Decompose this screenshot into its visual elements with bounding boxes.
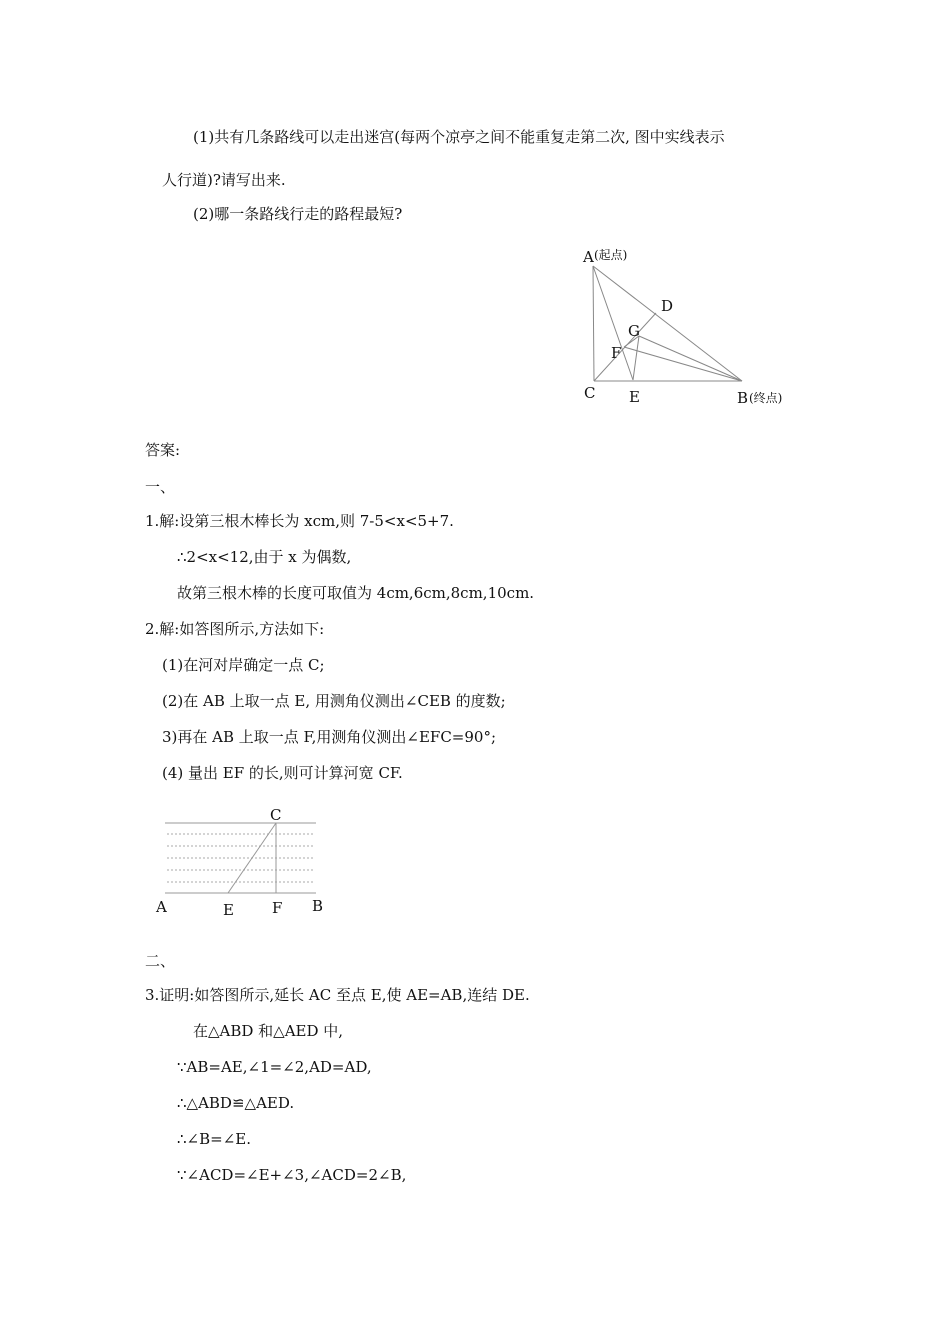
segment-CD bbox=[594, 313, 656, 381]
answer-2-line-5: (4) 量出 EF 的长,则可计算河宽 CF. bbox=[162, 764, 403, 782]
point-D-label: D bbox=[661, 297, 674, 315]
answer-2-line-3: (2)在 AB 上取一点 E, 用测角仪测出∠CEB 的度数; bbox=[162, 692, 506, 710]
point-B-label: B bbox=[737, 389, 749, 407]
point-F-label: F bbox=[611, 344, 622, 362]
segment-AC bbox=[593, 266, 594, 381]
point-G-label: G bbox=[628, 322, 640, 340]
section-1-heading: 一、 bbox=[145, 478, 176, 496]
answer-2-line-1: 2.解:如答图所示,方法如下: bbox=[145, 620, 325, 638]
question-1-line-2: 人行道)?请写出来. bbox=[162, 171, 286, 189]
river-point-A-label: A bbox=[156, 898, 167, 916]
answer-3-line-1: 3.证明:如答图所示,延长 AC 至点 E,使 AE=AB,连结 DE. bbox=[145, 986, 530, 1004]
point-E-label: E bbox=[629, 388, 640, 406]
point-C-label: C bbox=[584, 384, 596, 402]
segment-GE bbox=[633, 336, 639, 380]
answer-1-line-2: ∴2<x<12,由于 x 为偶数, bbox=[177, 548, 352, 566]
section-2-heading: 二、 bbox=[145, 952, 176, 970]
answer-3-line-6: ∵∠ACD=∠E+∠3,∠ACD=2∠B, bbox=[177, 1166, 407, 1184]
answers-heading: 答案: bbox=[145, 441, 181, 459]
start-note: (起点) bbox=[594, 248, 628, 262]
question-2: (2)哪一条路线行走的路程最短? bbox=[193, 205, 403, 223]
answer-3-line-2: 在△ABD 和△AED 中, bbox=[193, 1022, 344, 1040]
point-A-label: A bbox=[583, 248, 594, 266]
answer-1-line-1: 1.解:设第三根木棒长为 xcm,则 7-5<x<5+7. bbox=[145, 512, 454, 530]
end-note: (终点) bbox=[749, 391, 783, 405]
segment-GB bbox=[639, 336, 742, 381]
segment-CE bbox=[228, 823, 276, 893]
river-point-F-label: F bbox=[272, 899, 283, 917]
question-1-line-1: (1)共有几条路线可以走出迷宫(每两个凉亭之间不能重复走第二次, 图中实线表示 bbox=[193, 128, 725, 146]
river-point-C-label: C bbox=[270, 806, 282, 824]
answer-3-line-4: ∴△ABD≌△AED. bbox=[177, 1094, 295, 1112]
river-point-B-label: B bbox=[312, 897, 324, 915]
segment-AE bbox=[593, 266, 633, 380]
river-point-E-label: E bbox=[223, 901, 234, 919]
segment-AB bbox=[593, 266, 742, 381]
answer-3-line-3: ∵AB=AE,∠1=∠2,AD=AD, bbox=[177, 1058, 372, 1076]
answer-1-line-3: 故第三根木棒的长度可取值为 4cm,6cm,8cm,10cm. bbox=[177, 584, 535, 602]
answer-3-line-5: ∴∠B=∠E. bbox=[177, 1130, 251, 1148]
answer-2-line-2: (1)在河对岸确定一点 C; bbox=[162, 656, 325, 674]
segment-FB bbox=[624, 347, 742, 381]
answer-2-line-4: 3)再在 AB 上取一点 F,用测角仪测出∠EFC=90°; bbox=[162, 728, 497, 746]
